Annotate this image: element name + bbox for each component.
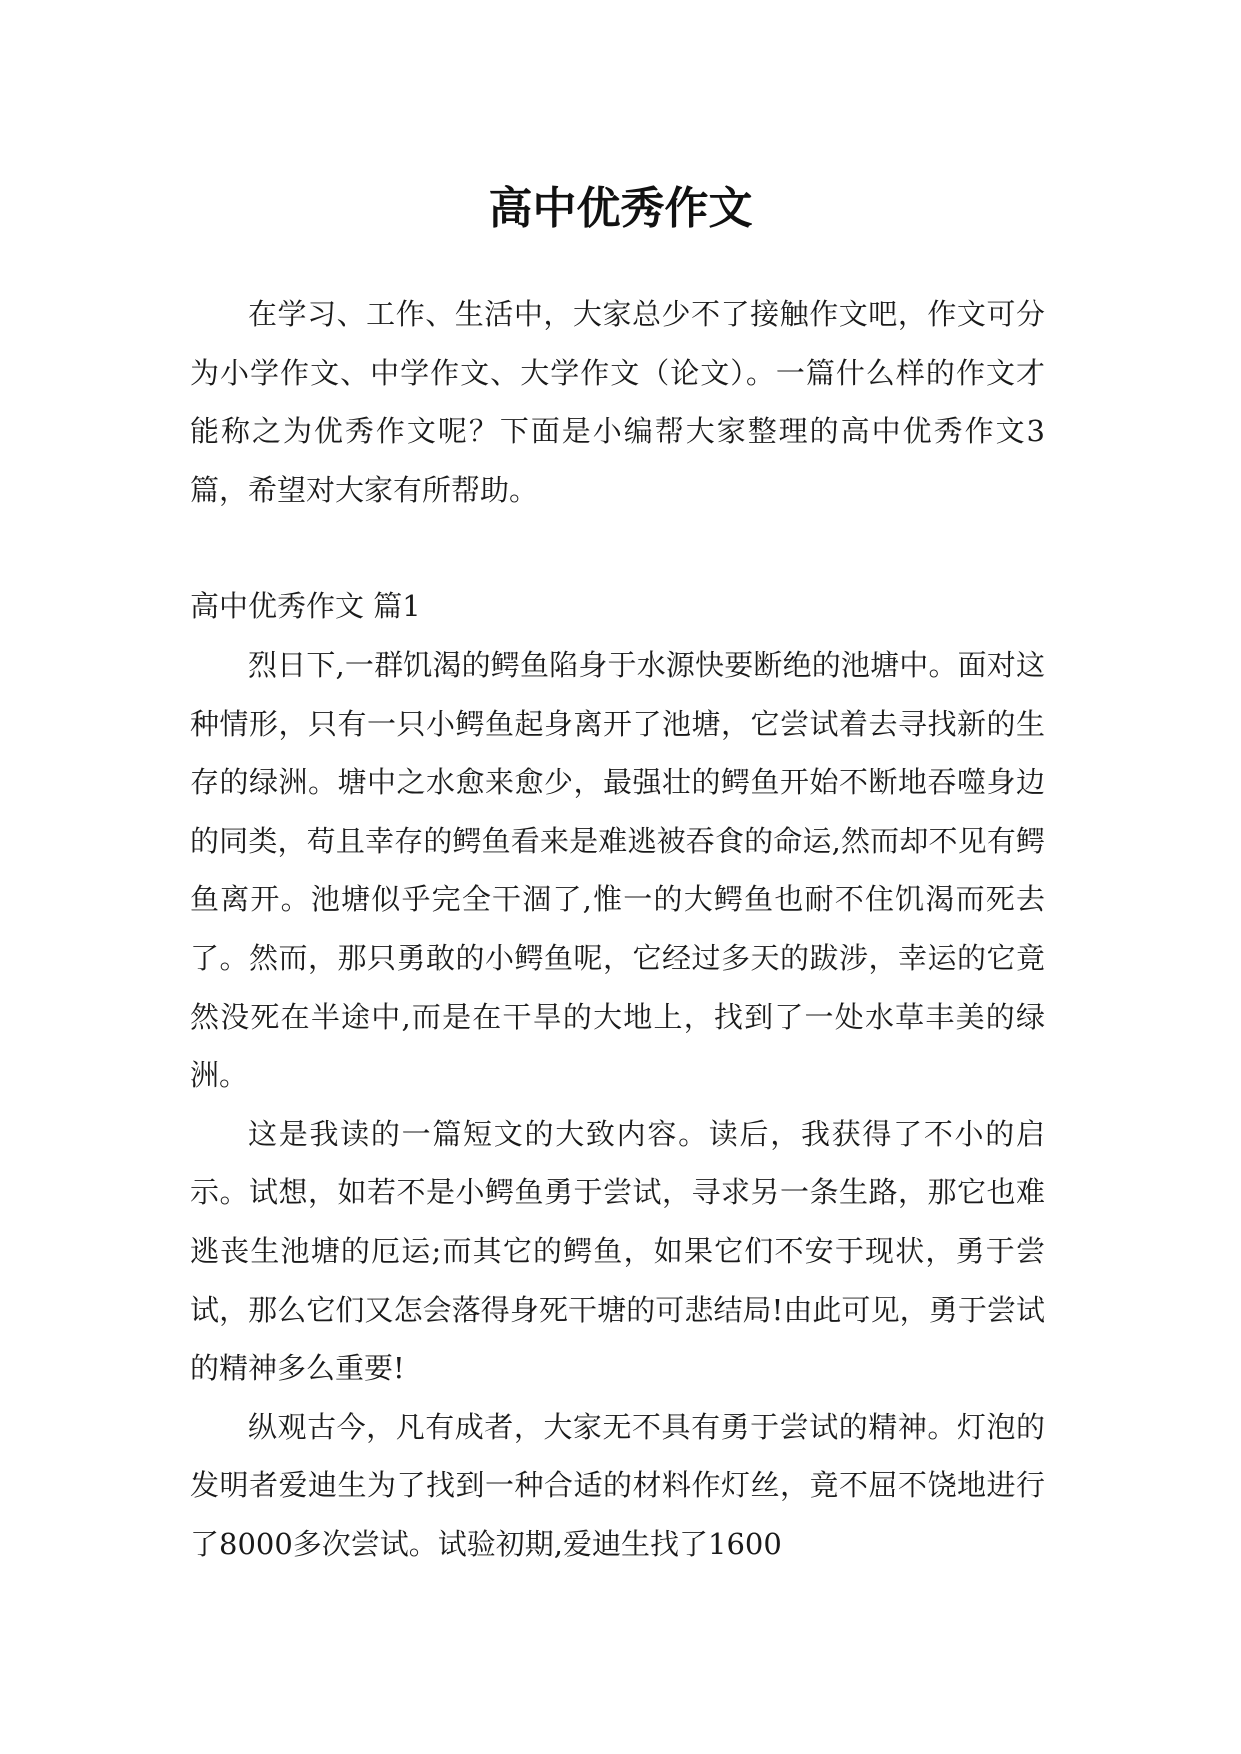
document-body	[190, 285, 1045, 1573]
intro-paragraph: 在学习、工作、生活中，大家总少不了接触作文吧，作文可分为小学作文、中学作文、大学作文（论文）。一篇什么样的作文才能称之为优秀作文呢？下面是小编帮大家整理的高中优秀作文3篇，希望对大家有所帮助。	[190, 297, 1045, 507]
document-title: 高中优秀作文	[488, 183, 753, 235]
body-paragraph-3: 纵观古今，凡有成者，大家无不具有勇于尝试的精神。灯泡的发明者爱迪生为了找到一种合适的材料作灯丝，竟不屈不饶地进行了8000多次尝试。试验初期,爱迪生找了1600	[190, 1409, 1045, 1561]
body-paragraph-1: 烈日下,一群饥渴的鳄鱼陷身于水源快要断绝的池塘中。面对这种情形，只有一只小鳄鱼起身离开了池塘，它尝试着去寻找新的生存的绿洲。塘中之水愈来愈少，最强壮的鳄鱼开始不断地吞噬身边的同类，苟且幸存的鳄鱼看来是难逃被吞食的命运,然而却不见有鳄鱼离开。池塘似乎完全干涸了,惟一的大鳄鱼也耐不住饥渴而死去了。然而，那只勇敢的小鳄鱼呢，它经过多天的跋涉，幸运的它竟然没死在半途中,而是在干旱的大地上，找到了一处水草丰美的绿洲。	[190, 647, 1045, 1093]
body-paragraph-2: 这是我读的一篇短文的大致内容。读后，我获得了不小的启示。试想，如若不是小鳄鱼勇于尝试，寻求另一条生路，那它也难逃丧生池塘的厄运;而其它的鳄鱼，如果它们不安于现状，勇于尝试，那么它们又怎会落得身死干塘的可悲结局!由此可见，勇于尝试的精神多么重要!	[190, 1116, 1045, 1386]
section-heading: 高中优秀作文 篇1	[190, 589, 421, 624]
